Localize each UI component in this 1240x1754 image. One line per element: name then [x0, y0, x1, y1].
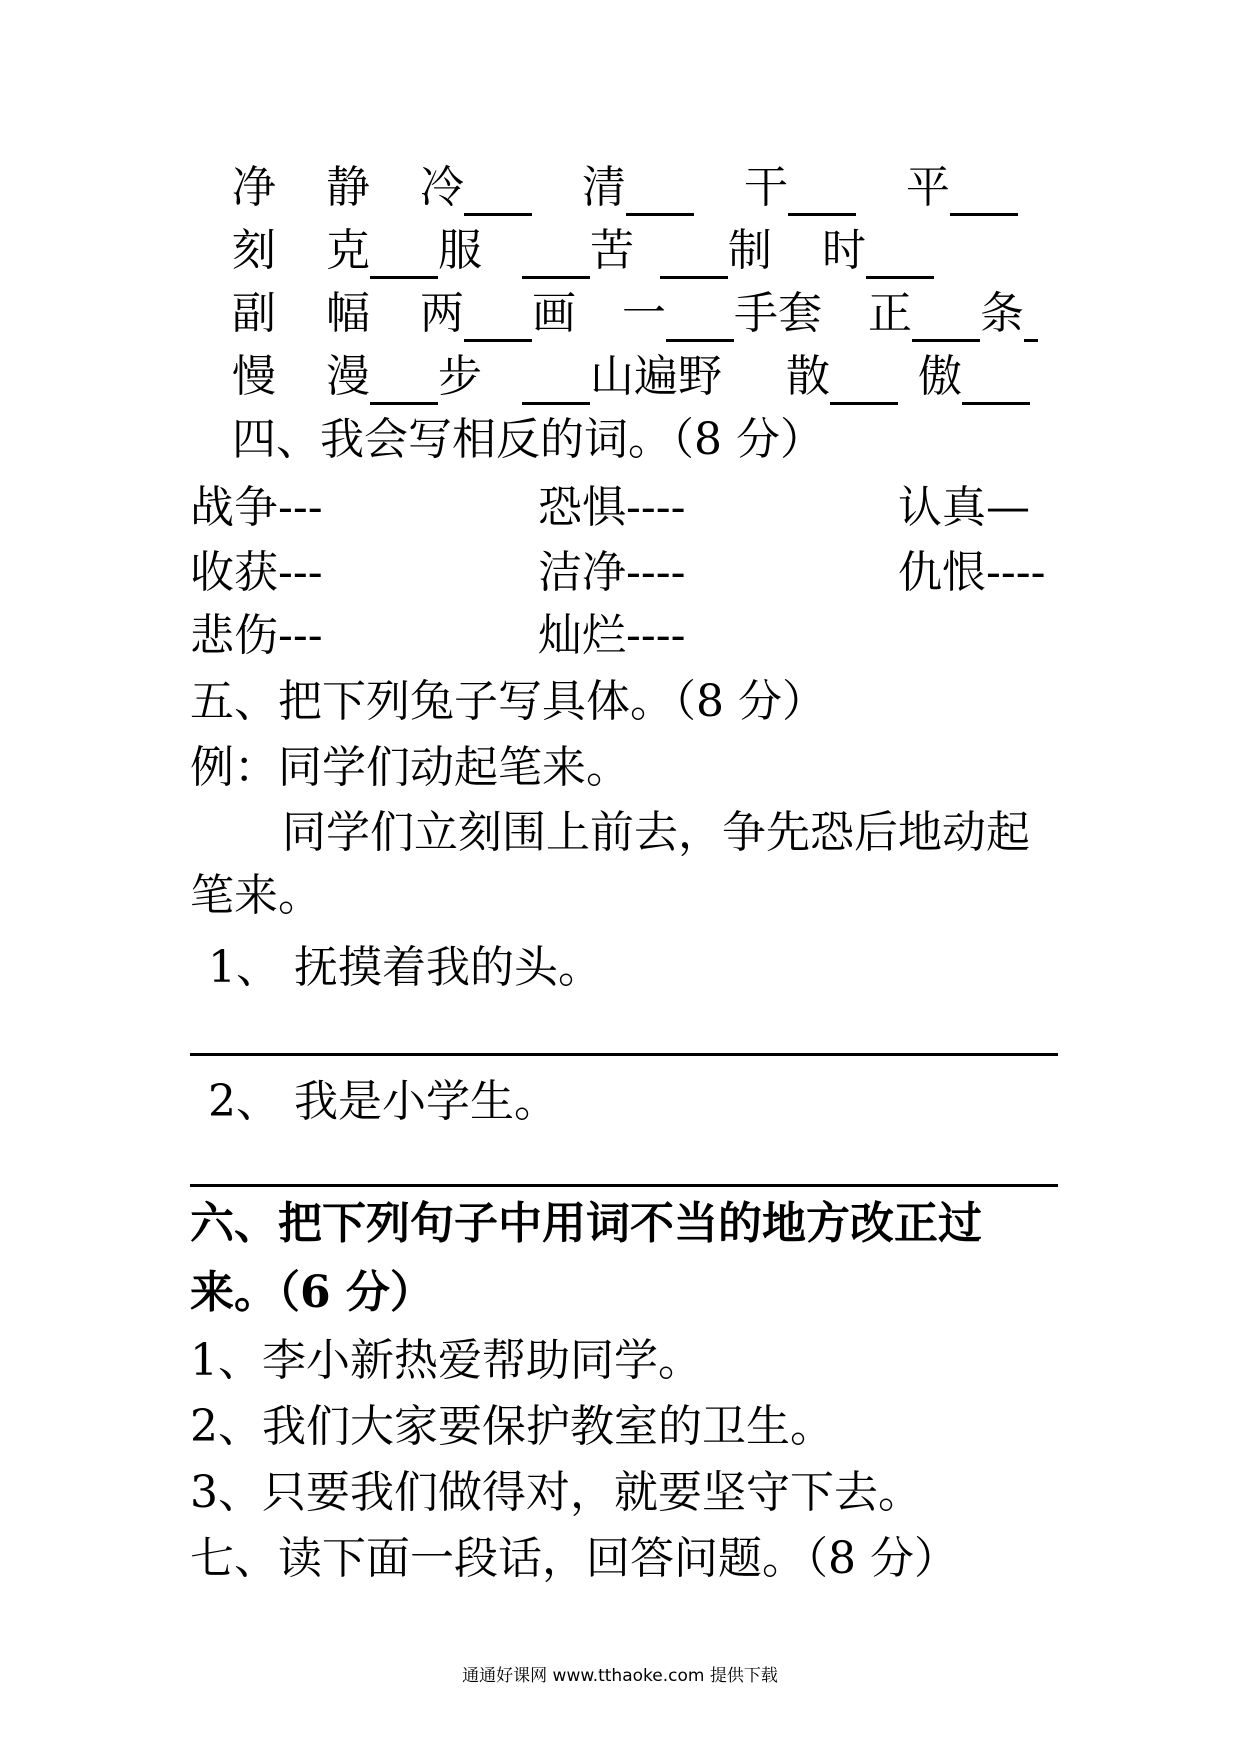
char: 两 [420, 288, 464, 339]
question-1: 1、 抚摸着我的头。 [208, 942, 602, 993]
section5-heading: 五、把下列兔子写具体。（8 分） [190, 676, 826, 727]
section7-heading: 七、读下面一段话，回答问题。（8 分） [190, 1533, 958, 1584]
fill-row-2 [232, 223, 934, 279]
example-label: 例： [190, 742, 278, 793]
antonym-item: 收获--- [190, 547, 323, 598]
fill-row-3 [232, 286, 1038, 342]
group-char: 刻 [232, 225, 276, 276]
example-answer-line2: 笔来。 [190, 870, 322, 921]
char: 散 [786, 351, 830, 402]
example-line [190, 740, 630, 796]
antonym-item: 恐惧---- [538, 482, 686, 533]
answer-line[interactable] [190, 1053, 1058, 1056]
char: 清 [582, 162, 626, 213]
char: 漫 [326, 351, 370, 402]
section6-heading-line2: 来。（6 分） [190, 1267, 434, 1318]
char: 服 [438, 225, 482, 276]
char: 正 [868, 288, 912, 339]
fill-blank[interactable] [830, 358, 898, 405]
section6-item-1: 1、李小新热爱帮助同学。 [190, 1335, 702, 1386]
section6-heading-line1: 六、把下列句子中用词不当的地方改正过 [190, 1198, 982, 1249]
fill-blank[interactable] [522, 358, 590, 405]
antonym-item: 灿烂---- [538, 610, 686, 661]
fill-blank[interactable] [912, 295, 980, 342]
char: 静 [326, 162, 370, 213]
question-2: 2、 我是小学生。 [208, 1076, 558, 1127]
char: 平 [906, 162, 950, 213]
example-text: 同学们动起笔来。 [278, 742, 630, 793]
char: 山遍野 [590, 351, 722, 402]
answer-line[interactable] [190, 1184, 1058, 1187]
antonym-item: 悲伤--- [190, 610, 323, 661]
fill-blank[interactable] [666, 295, 734, 342]
char: 条 [980, 288, 1024, 339]
fill-blank[interactable] [1024, 295, 1038, 342]
section6-item-3: 3、只要我们做得对，就要坚守下去。 [190, 1467, 922, 1518]
char: 干 [744, 162, 788, 213]
char: 傲 [918, 351, 962, 402]
group-char: 副 [232, 288, 276, 339]
fill-row-4 [232, 349, 1030, 405]
fill-row-1 [232, 160, 1018, 216]
char: 步 [438, 351, 482, 402]
fill-blank[interactable] [370, 232, 438, 279]
char: 一 [622, 288, 666, 339]
fill-blank[interactable] [962, 358, 1030, 405]
char: 画 [532, 288, 576, 339]
char: 冷 [420, 162, 464, 213]
section4-heading: 四、我会写相反的词。（8 分） [232, 414, 824, 465]
char: 克 [326, 225, 370, 276]
fill-blank[interactable] [660, 232, 728, 279]
fill-blank[interactable] [866, 232, 934, 279]
fill-blank[interactable] [370, 358, 438, 405]
char: 时 [822, 225, 866, 276]
group-char: 净 [232, 162, 276, 213]
antonym-item: 洁净---- [538, 547, 686, 598]
antonym-item: 战争--- [190, 482, 323, 533]
footer-credit: 通通好课网 www.tthaoke.com 提供下载 [462, 1666, 778, 1686]
group-char: 慢 [232, 351, 276, 402]
char: 手套 [734, 288, 822, 339]
fill-blank[interactable] [464, 295, 532, 342]
fill-blank[interactable] [464, 169, 532, 216]
fill-blank[interactable] [522, 232, 590, 279]
char: 苦 [590, 225, 634, 276]
antonym-item: 仇恨---- [898, 547, 1046, 598]
char: 制 [728, 225, 772, 276]
fill-blank[interactable] [788, 169, 856, 216]
char: 幅 [326, 288, 370, 339]
antonym-item: 认真— [898, 482, 1030, 533]
section6-item-2: 2、我们大家要保护教室的卫生。 [190, 1401, 834, 1452]
example-answer-line1: 同学们立刻围上前去，争先恐后地动起 [282, 807, 1030, 858]
fill-blank[interactable] [950, 169, 1018, 216]
fill-blank[interactable] [626, 169, 694, 216]
